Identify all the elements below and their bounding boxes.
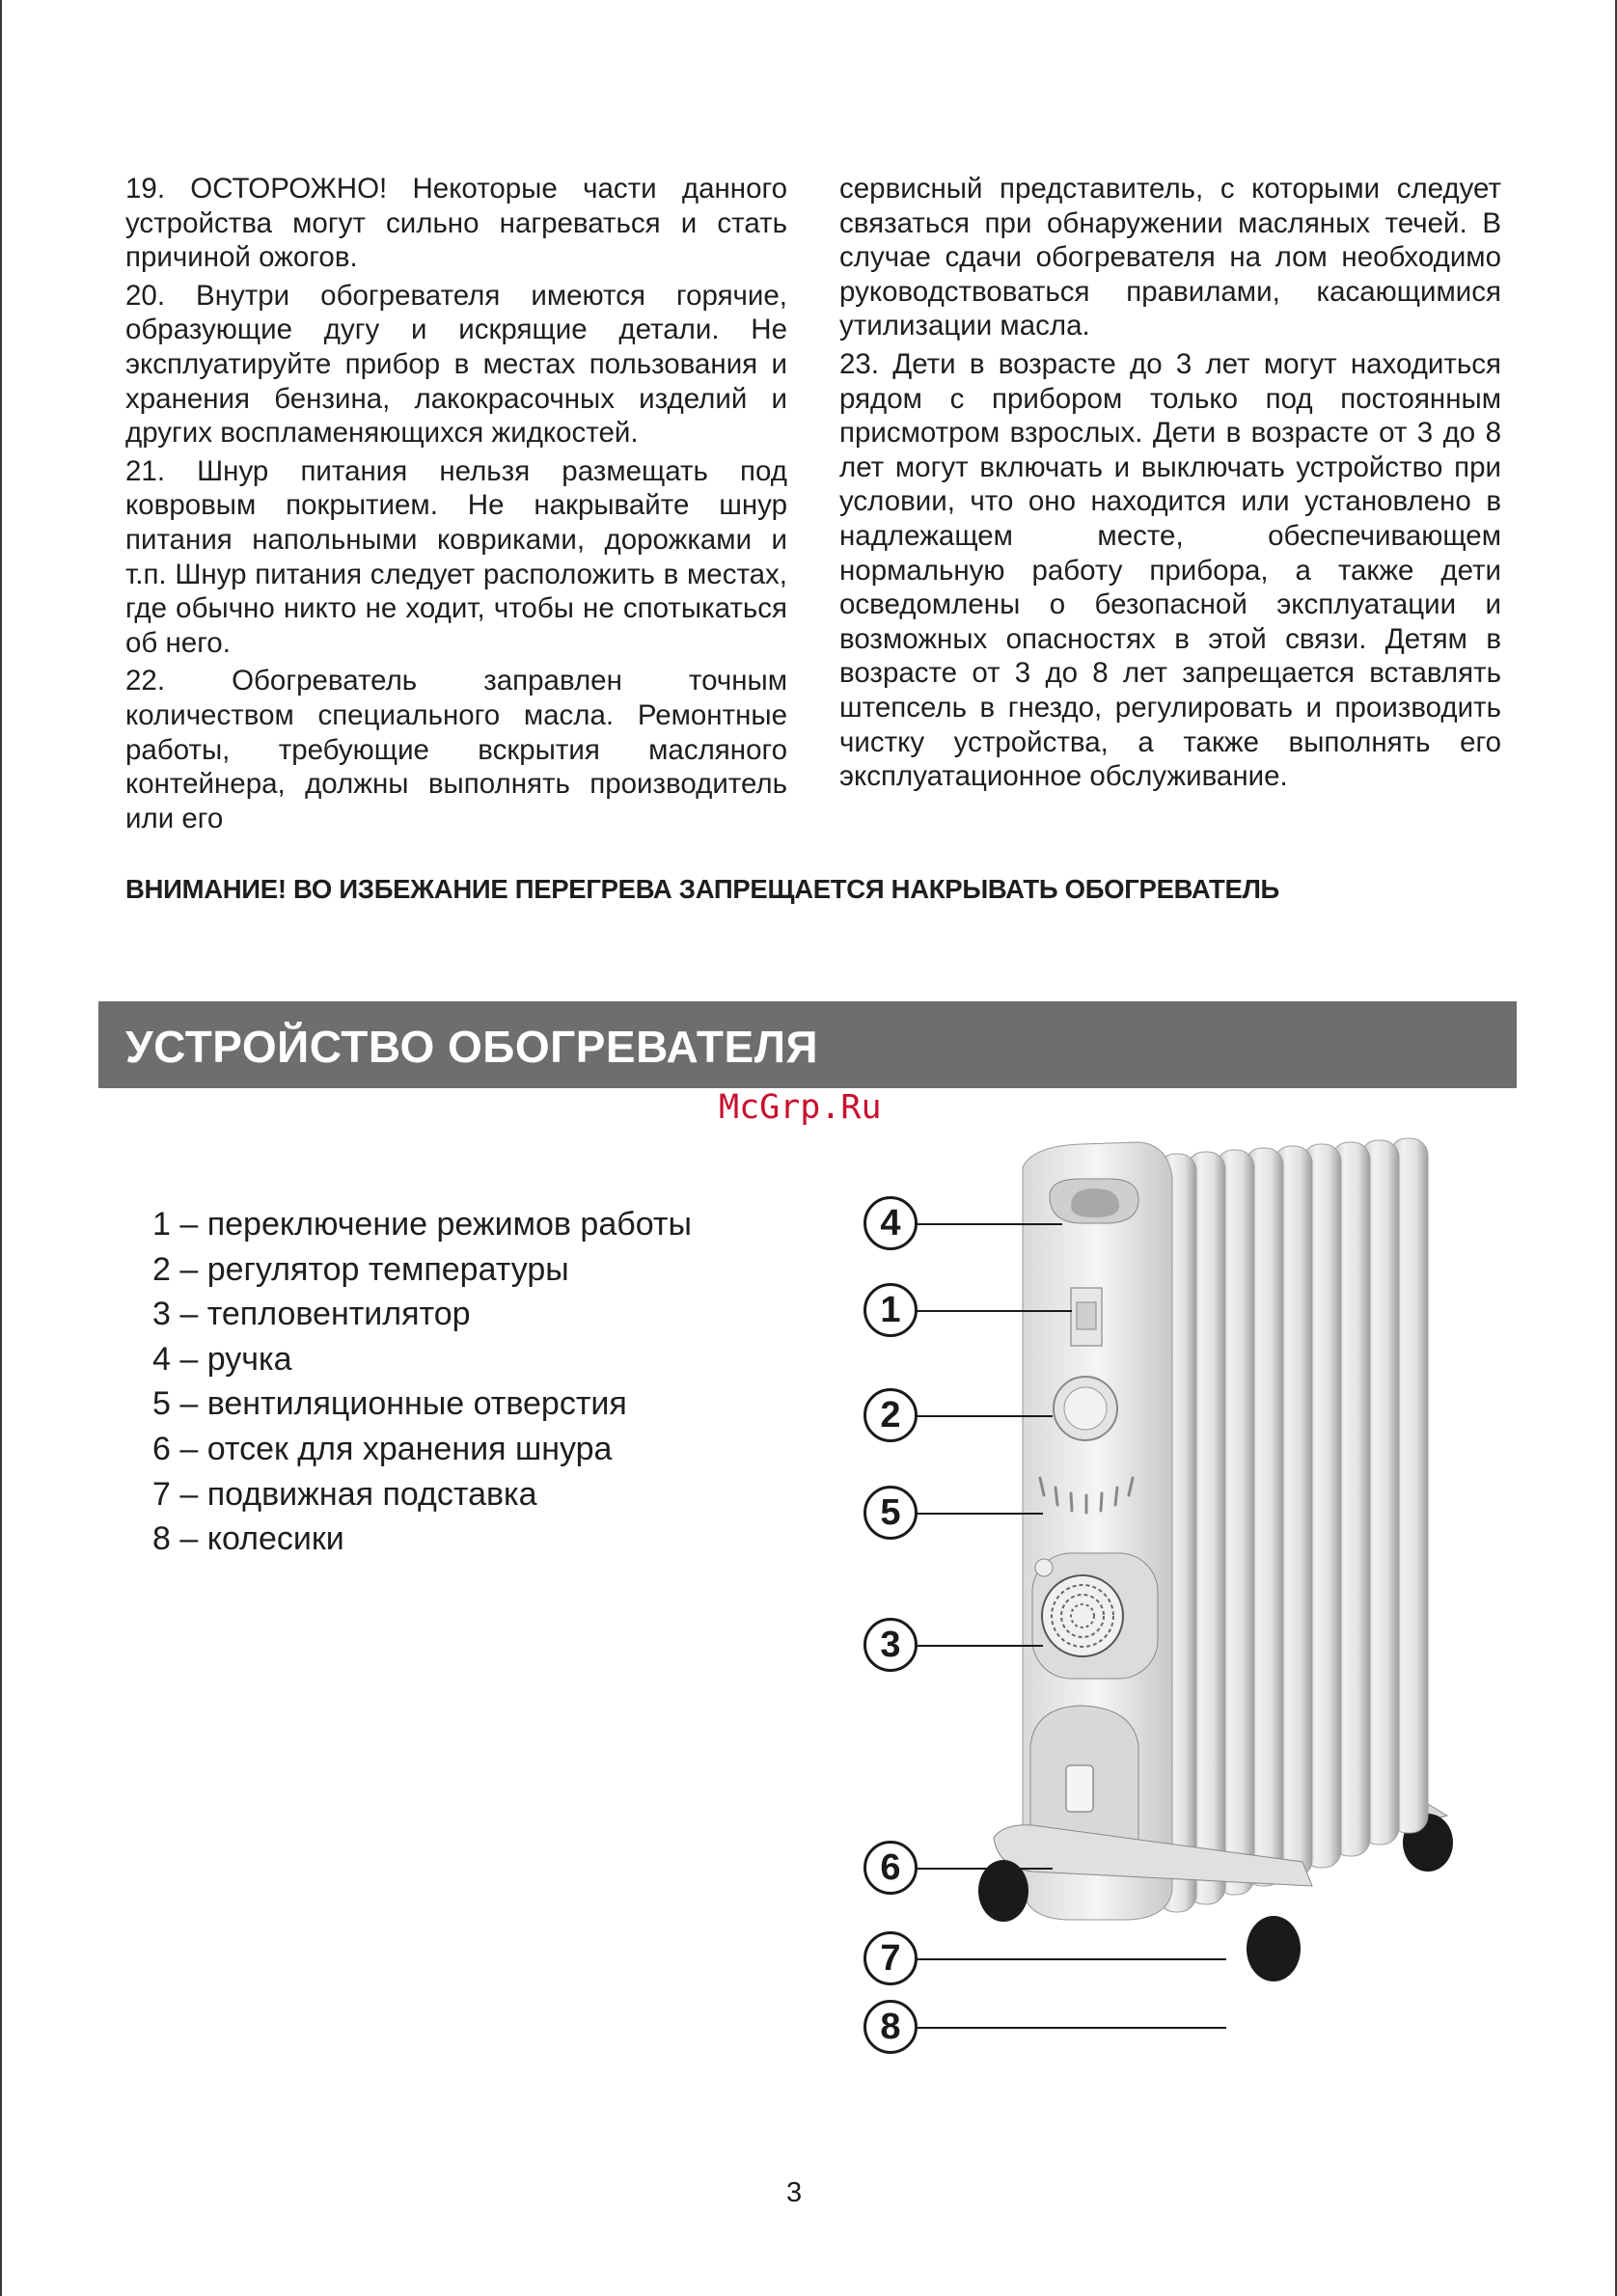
left-text-column — [125, 172, 787, 839]
radiator-fins — [1158, 1138, 1428, 1912]
page-number: 3 — [786, 2177, 803, 2208]
leader-line-8 — [918, 2027, 1226, 2029]
front-left-wheel — [978, 1860, 1028, 1922]
legend-item: 5 – вентиляционные отверстия — [152, 1385, 627, 1423]
legend-item: 1 – переключение режимов работы — [152, 1206, 692, 1243]
right-text-column — [839, 172, 1501, 798]
callout-8: 8 — [863, 2000, 918, 2054]
callout-5: 5 — [863, 1486, 918, 1540]
section-title: УСТРОЙСТВО ОБОГРЕВАТЕЛЯ — [125, 1022, 819, 1072]
callout-2: 2 — [863, 1388, 918, 1442]
front-right-wheel — [1247, 1916, 1301, 1982]
handle-grip — [1071, 1189, 1119, 1217]
legend-item: 6 – отсек для хранения шнура — [152, 1430, 613, 1467]
watermark: McGrp.Ru — [719, 1088, 882, 1127]
callout-4: 4 — [863, 1196, 918, 1250]
overheating-warning: ВНИМАНИЕ! ВО ИЗБЕЖАНИЕ ПЕРЕГРЕВА ЗАПРЕЩАЕТСЯ НАКРЫВАТЬ ОБОГРЕВАТЕЛЬ — [125, 874, 1280, 904]
paragraph-21: 21. Шнур питания нельзя размещать под ковровым покрытием. Не накрывайте шнур питания напольными ковриками, дорожками и т.п. Шнур питания следует расположить в местах, где обычно никто не ходит, чтобы не спотыкаться об него. — [125, 454, 787, 659]
legend-item: 3 – тепловентилятор — [152, 1296, 471, 1333]
paragraph-23: 23. Дети в возрасте до 3 лет могут находиться рядом с прибором только под постоянным присмотром взрослых. Дети в возрасте от 3 до 8 лет могут включать и выключать устройство при условии, что оно находится или установлено в надлежащем месте, обеспечивающем нормальную работу прибора, а также дети осведомлены о безопасной эксплуатации и возможных опасностях в этой связи. Детям в возрасте от 3 до 8 лет запрещается вставлять штепсель в гнездо, регулировать и производить чистку устройства, а также выполнять его эксплуатационное обслуживание. — [839, 347, 1501, 793]
legend-item: 4 – ручка — [152, 1340, 292, 1378]
parts-legend — [152, 1202, 692, 1562]
paragraph-22: 22. Обогреватель заправлен точным количеством специального масла. Ремонтные работы, требующие вскрытия масляного контейнера, должны выполнять производитель или его — [125, 665, 787, 834]
page-border-left — [0, 0, 2, 2296]
paragraph-20: 20. Внутри обогревателя имеются горячие, образующие дугу и искрящие детали. Не эксплуатируйте прибор в местах пользования и хранения бензина, лакокрасочных изделий и других воспламеняющихся жидкостей. — [125, 279, 787, 450]
legend-item: 8 – колесики — [152, 1520, 344, 1558]
legend-item: 7 – подвижная подставка — [152, 1475, 537, 1513]
fan-grille — [1042, 1575, 1123, 1656]
section-header-bar — [98, 1001, 1517, 1088]
legend-item: 2 – регулятор температуры — [152, 1250, 569, 1288]
oil-heater-illustration — [974, 1129, 1495, 2026]
callout-6: 6 — [863, 1841, 918, 1895]
callout-3: 3 — [863, 1618, 918, 1672]
callout-1: 1 — [863, 1283, 918, 1337]
paragraph-22-continued: сервисный представитель, с которыми следует связаться при обнаружении масляных течей. В случае сдачи обогревателя на лом необходимо руководствоваться правилами, касающимися утилизации масла. — [839, 173, 1501, 342]
paragraph-19: 19. ОСТОРОЖНО! Некоторые части данного устройства могут сильно нагреваться и стать причиной ожогов. — [125, 173, 787, 274]
callout-7: 7 — [863, 1931, 918, 1985]
